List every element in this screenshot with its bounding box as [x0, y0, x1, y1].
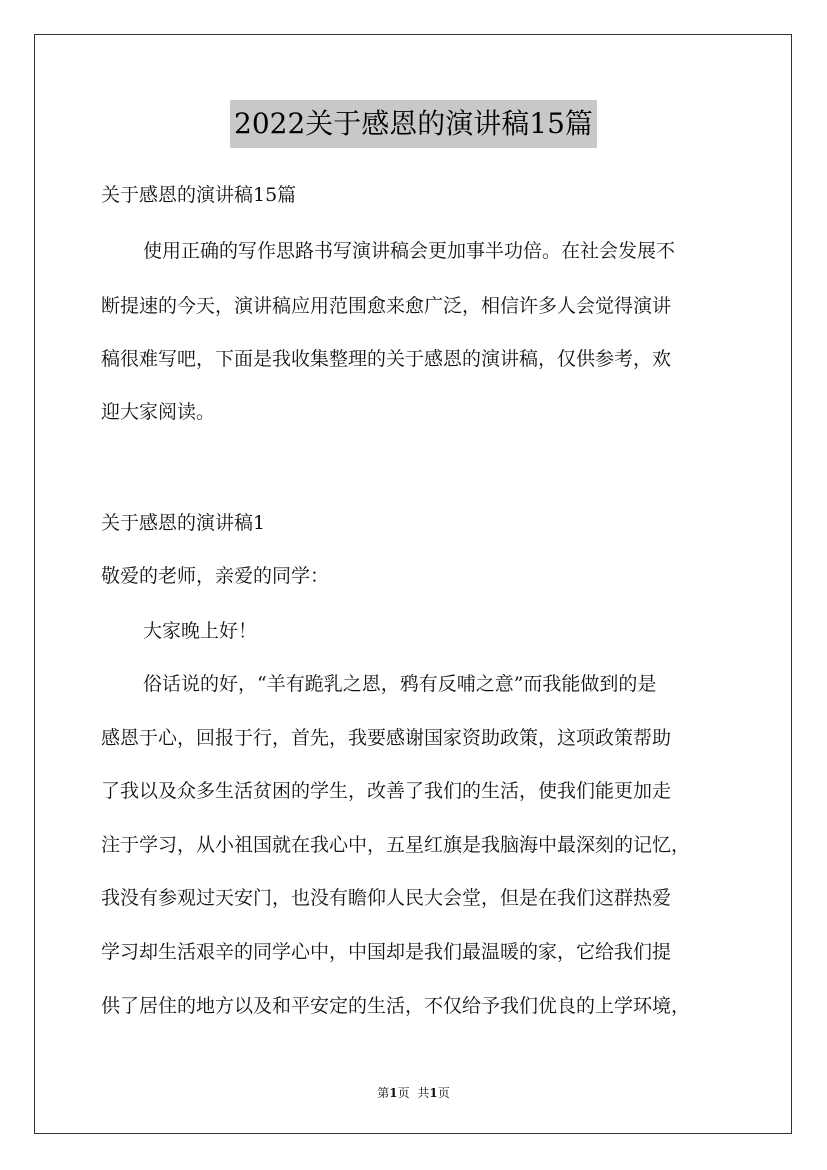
body-line-3: 了我以及众多生活贫困的学生，改善了我们的生活，使我们能更加走	[101, 780, 672, 802]
footer-page-suffix: 页	[397, 1086, 410, 1100]
page-footer	[0, 1084, 827, 1101]
document-subtitle: 关于感恩的演讲稿15篇	[101, 184, 297, 206]
footer-total-suffix: 页	[437, 1086, 450, 1100]
body-line-1: 俗话说的好，“羊有跪乳之恩，鸦有反哺之意”而我能做到的是	[143, 673, 657, 695]
section-heading: 关于感恩的演讲稿1	[101, 512, 266, 534]
salutation: 敬爱的老师，亲爱的同学：	[101, 565, 330, 587]
title-wrapper	[0, 100, 827, 148]
footer-page-prefix: 第	[377, 1086, 390, 1100]
body-line-6: 学习却生活艰辛的同学心中，中国却是我们最温暖的家，它给我们提	[101, 941, 672, 963]
footer-page-number: 1	[389, 1086, 398, 1100]
intro-line-1: 使用正确的写作思路书写演讲稿会更加事半功倍。在社会发展不	[143, 240, 676, 262]
footer-total-prefix: 共	[417, 1086, 430, 1100]
intro-line-2: 断提速的今天，演讲稿应用范围愈来愈广泛，相信许多人会觉得演讲	[101, 295, 672, 317]
footer-total-number: 1	[429, 1086, 438, 1100]
intro-line-4: 迎大家阅读。	[101, 401, 216, 423]
greeting: 大家晚上好！	[143, 620, 258, 642]
body-line-4: 注于学习，从小祖国就在我心中，五星红旗是我脑海中最深刻的记忆，	[101, 834, 691, 856]
document-title: 2022关于感恩的演讲稿15篇	[230, 100, 597, 148]
body-line-2: 感恩于心，回报于行，首先，我要感谢国家资助政策，这项政策帮助	[101, 727, 672, 749]
body-line-5: 我没有参观过天安门，也没有瞻仰人民大会堂，但是在我们这群热爱	[101, 887, 672, 909]
body-line-7: 供了居住的地方以及和平安定的生活，不仅给予我们优良的上学环境，	[101, 995, 691, 1017]
intro-line-3: 稿很难写吧，下面是我收集整理的关于感恩的演讲稿，仅供参考，欢	[101, 348, 672, 370]
